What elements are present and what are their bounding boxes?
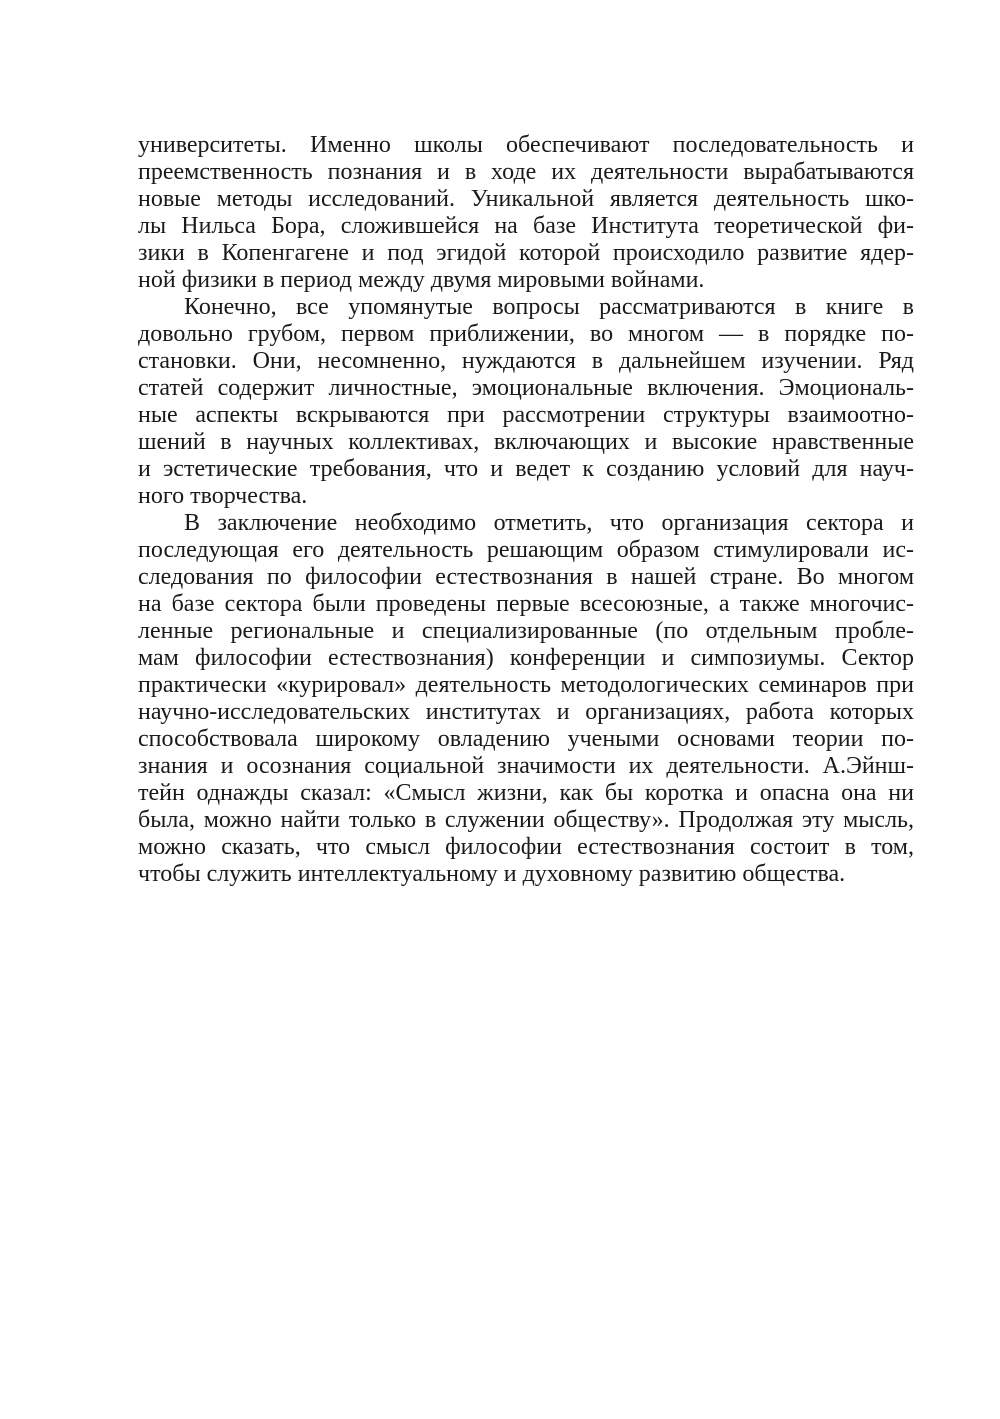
text-line: следования по философии естествознания в нашей стране. Во многом [138, 564, 914, 590]
paragraph-3 [138, 510, 914, 888]
text-line: Конечно, все упомянутые вопросы рассматриваются в книге в [184, 294, 914, 320]
text-line: университеты. Именно школы обеспечивают последовательность и [138, 132, 914, 158]
text-line: была, можно найти только в служении обществу». Продолжая эту мысль, [138, 807, 914, 833]
paragraph-2 [138, 294, 914, 510]
text-line: чтобы служить интеллектуальному и духовному развитию общества. [138, 861, 846, 887]
text-line: лы Нильса Бора, сложившейся на базе Института теоретической фи- [138, 213, 914, 239]
text-line: и эстетические требования, что и ведет к созданию условий для науч- [138, 456, 914, 482]
text-line: последующая его деятельность решающим образом стимулировали ис- [138, 537, 914, 563]
text-line: на базе сектора были проведены первые всесоюзные, а также многочис- [138, 591, 914, 617]
text-line: научно-исследовательских институтах и организациях, работа которых [138, 699, 914, 725]
text-line: статей содержит личностные, эмоциональные включения. Эмоциональ- [138, 375, 914, 401]
text-line: можно сказать, что смысл философии естествознания состоит в том, [138, 834, 914, 860]
text-line: новые методы исследований. Уникальной является деятельность шко- [138, 186, 914, 212]
text-line: тейн однажды сказал: «Смысл жизни, как бы коротка и опасна она ни [138, 780, 914, 806]
text-line: довольно грубом, первом приближении, во многом — в порядке по- [138, 321, 914, 347]
text-line: преемственность познания и в ходе их деятельности вырабатываются [138, 159, 914, 185]
text-line: практически «курировал» деятельность методологических семинаров при [138, 672, 914, 698]
paragraph-1 [138, 132, 914, 294]
text-line: шений в научных коллективах, включающих и высокие нравственные [138, 429, 914, 455]
text-line: ного творчества. [138, 483, 308, 509]
text-line: способствовала широкому овладению учеными основами теории по- [138, 726, 914, 752]
text-line: мам философии естествознания) конференции и симпозиумы. Сектор [138, 645, 914, 671]
text-line: ной физики в период между двумя мировыми войнами. [138, 267, 705, 293]
text-line: зики в Копенгагене и под эгидой которой происходило развитие ядер- [138, 240, 914, 266]
text-line: ные аспекты вскрываются при рассмотрении структуры взаимоотно- [138, 402, 914, 428]
text-line: В заключение необходимо отметить, что организация сектора и [184, 510, 914, 536]
text-line: ленные региональные и специализированные (по отдельным пробле- [138, 618, 914, 644]
page-body [138, 132, 914, 888]
text-line: становки. Они, несомненно, нуждаются в дальнейшем изучении. Ряд [138, 348, 914, 374]
text-line: знания и осознания социальной значимости их деятельности. А.Эйнш- [138, 753, 914, 779]
